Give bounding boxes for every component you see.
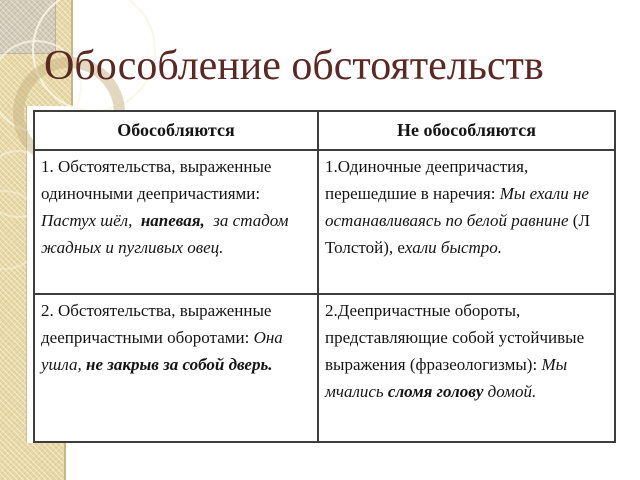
cell-isolated-rule-2: 2. Обстоятельства, выраженные деепричастными оборотами: Она ушла, не закрыв за собой дверь.	[34, 294, 318, 442]
cell-not-isolated-rule-1: 1.Одиночные деепричастия, перешедшие в наречия: Мы ехали не останавливаясь по белой равнине (Л Толстой), ехали быстро.	[318, 150, 615, 294]
column-header-isolated: Обособляются	[34, 111, 318, 150]
cell-not-isolated-rule-2: 2.Деепричастные обороты, представляющие собой устойчивые выражения (фразеологизмы): Мы мчались сломя голову домой.	[318, 294, 615, 442]
comparison-table	[33, 110, 616, 443]
table-header-row	[34, 111, 615, 150]
cell-isolated-rule-1: 1. Обстоятельства, выраженные одиночными деепричастиями: Пастух шёл, напевая, за стадом жадных и пугливых овец.	[34, 150, 318, 294]
bottom-left-decorative-block	[0, 443, 66, 480]
table-row	[34, 294, 615, 442]
column-header-not-isolated: Не обособляются	[318, 111, 615, 150]
slide-title: Обособление обстоятельств	[44, 43, 544, 89]
table-row	[34, 150, 615, 294]
